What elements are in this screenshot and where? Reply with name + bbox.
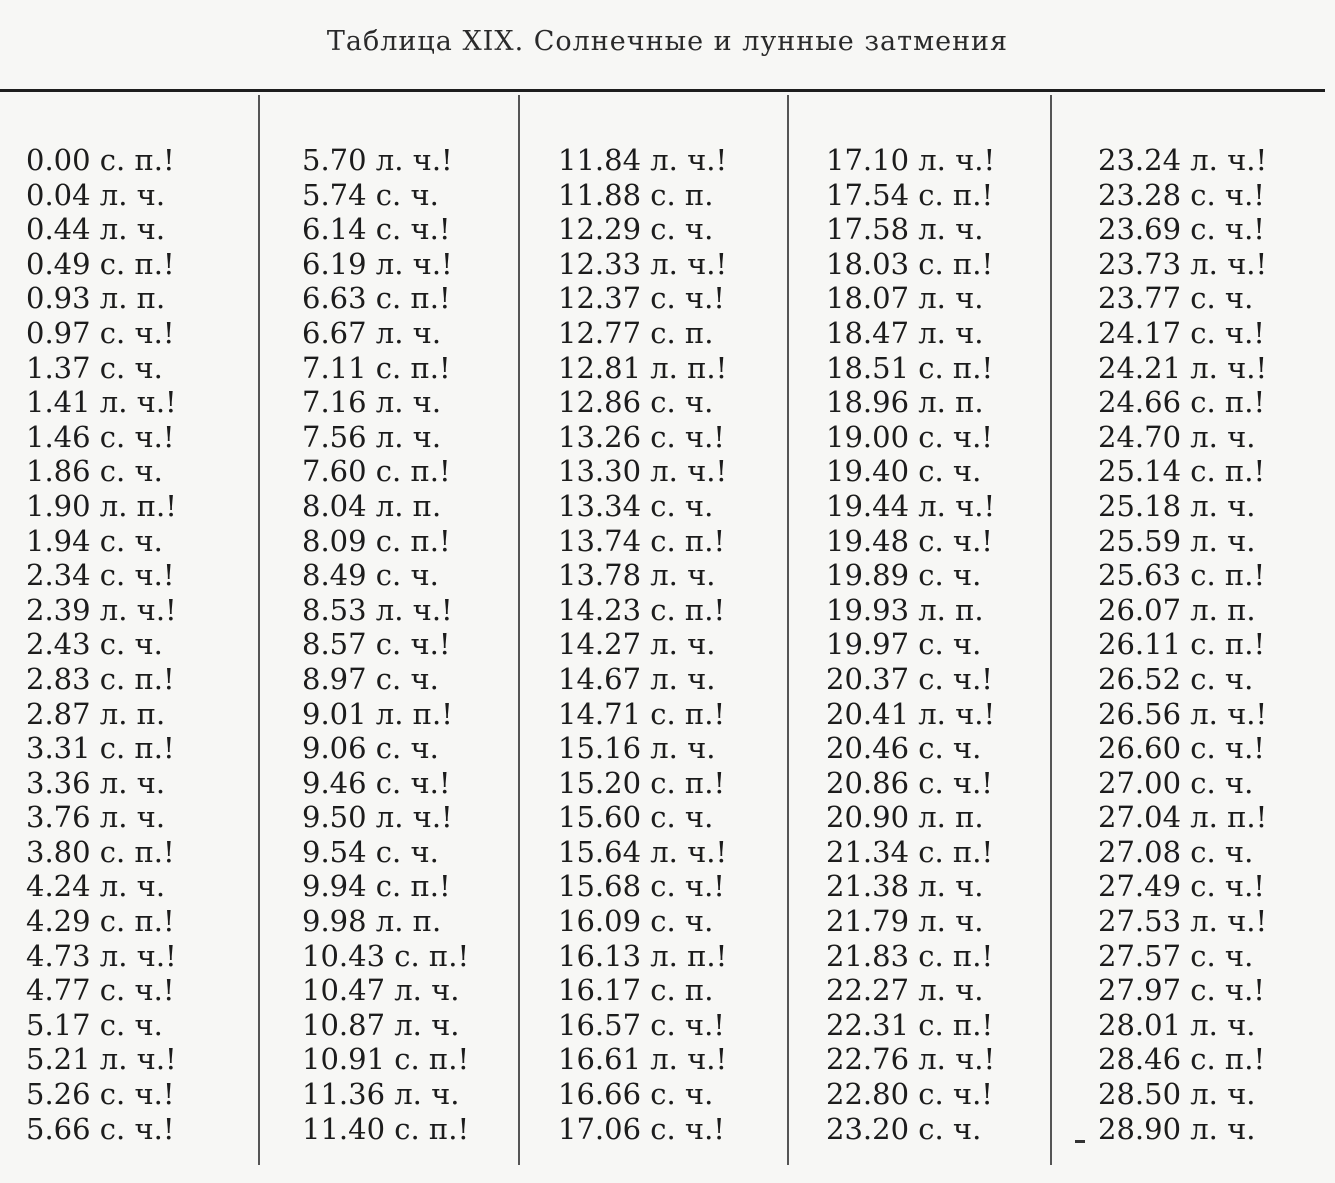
eclipse-entry: 4.29 с. п.! xyxy=(26,904,175,939)
eclipse-entry: 5.26 с. ч.! xyxy=(26,1077,175,1112)
eclipse-entry: 9.98 л. п. xyxy=(302,904,442,939)
eclipse-entry: 19.48 с. ч.! xyxy=(826,523,993,558)
eclipse-entry: 27.57 с. ч. xyxy=(1098,938,1254,973)
eclipse-entry: 15.16 л. ч. xyxy=(558,731,716,766)
table-title: Таблица XIX. Солнечные и лунные затмения xyxy=(326,26,1009,57)
eclipse-entry: 3.76 л. ч. xyxy=(26,800,166,835)
eclipse-entry: 18.03 с. п.! xyxy=(826,246,994,281)
eclipse-entry: 9.01 л. п.! xyxy=(302,696,453,731)
eclipse-entry: 18.07 л. ч. xyxy=(826,281,984,316)
eclipse-column-3 xyxy=(558,143,727,1146)
eclipse-entry: 15.20 с. п.! xyxy=(558,765,726,800)
eclipse-entry: 20.46 с. ч. xyxy=(826,731,982,766)
eclipse-entry: 6.14 с. ч.! xyxy=(302,212,451,247)
eclipse-entry: 8.57 с. ч.! xyxy=(302,627,451,662)
eclipse-entry: 12.29 с. ч. xyxy=(558,212,714,247)
eclipse-entry: 2.83 с. п.! xyxy=(26,661,175,696)
eclipse-entry: 18.47 л. ч. xyxy=(826,315,984,350)
eclipse-entry: 9.54 с. ч. xyxy=(302,834,439,869)
eclipse-entry: 13.26 с. ч.! xyxy=(558,419,725,454)
eclipse-entry: 3.80 с. п.! xyxy=(26,834,175,869)
eclipse-entry: 15.60 с. ч. xyxy=(558,800,714,835)
eclipse-entry: 27.04 л. п.! xyxy=(1098,800,1268,835)
eclipse-entry: 5.21 л. ч.! xyxy=(26,1042,177,1077)
eclipse-entry: 21.79 л. ч. xyxy=(826,904,984,939)
eclipse-entry: 3.31 с. п.! xyxy=(26,731,175,766)
eclipse-entry: 9.46 с. ч.! xyxy=(302,765,451,800)
eclipse-entry: 6.19 л. ч.! xyxy=(302,246,453,281)
eclipse-entry: 7.56 л. ч. xyxy=(302,419,442,454)
eclipse-entry: 16.66 с. ч. xyxy=(558,1077,714,1112)
eclipse-entry: 24.66 с. п.! xyxy=(1098,385,1266,420)
eclipse-entry: 24.17 с. ч.! xyxy=(1098,315,1265,350)
eclipse-entry: 16.57 с. ч.! xyxy=(558,1007,725,1042)
eclipse-entry: 19.89 с. ч. xyxy=(826,558,982,593)
eclipse-entry: 23.73 л. ч.! xyxy=(1098,246,1268,281)
eclipse-entry: 16.17 с. п. xyxy=(558,973,714,1008)
eclipse-entry: 18.51 с. п.! xyxy=(826,350,994,385)
eclipse-entry: 12.81 л. п.! xyxy=(558,350,728,385)
eclipse-entry: 24.70 л. ч. xyxy=(1098,419,1256,454)
eclipse-entry: 10.91 с. п.! xyxy=(302,1042,470,1077)
eclipse-entry: 12.77 с. п. xyxy=(558,315,714,350)
eclipse-entry: 1.46 с. ч.! xyxy=(26,419,175,454)
eclipse-entry: 2.43 с. ч. xyxy=(26,627,163,662)
eclipse-entry: 27.00 с. ч. xyxy=(1098,765,1254,800)
eclipse-entry: 0.00 с. п.! xyxy=(26,143,175,177)
eclipse-entry: 13.30 л. ч.! xyxy=(558,454,728,489)
eclipse-entry: 20.41 л. ч.! xyxy=(826,696,996,731)
eclipse-entry: 1.41 л. ч.! xyxy=(26,385,177,420)
eclipse-entry: 1.94 с. ч. xyxy=(26,523,163,558)
column-divider-2 xyxy=(518,95,520,1165)
eclipse-entry: 11.84 л. ч.! xyxy=(558,143,728,177)
eclipse-column-4 xyxy=(826,143,995,1146)
eclipse-entry: 25.59 л. ч. xyxy=(1098,523,1256,558)
eclipse-entry: 6.63 с. п.! xyxy=(302,281,451,316)
eclipse-column-5 xyxy=(1098,143,1267,1146)
eclipse-entry: 19.00 с. ч.! xyxy=(826,419,993,454)
eclipse-column-1 xyxy=(26,143,177,1146)
eclipse-entry: 0.49 с. п.! xyxy=(26,246,175,281)
eclipse-entry: 25.18 л. ч. xyxy=(1098,488,1256,523)
eclipse-entry: 26.52 с. ч. xyxy=(1098,661,1254,696)
page-mark xyxy=(1075,1140,1085,1143)
eclipse-entry: 5.17 с. ч. xyxy=(26,1007,163,1042)
eclipse-entry: 26.07 л. п. xyxy=(1098,592,1256,627)
eclipse-entry: 23.28 с. ч.! xyxy=(1098,177,1265,212)
eclipse-entry: 13.74 с. п.! xyxy=(558,523,726,558)
eclipse-entry: 13.78 л. ч. xyxy=(558,558,716,593)
eclipse-entry: 22.76 л. ч.! xyxy=(826,1042,996,1077)
eclipse-entry: 7.11 с. п.! xyxy=(302,350,451,385)
eclipse-entry: 8.53 л. ч.! xyxy=(302,592,453,627)
eclipse-entry: 9.06 с. ч. xyxy=(302,731,439,766)
eclipse-entry: 22.27 л. ч. xyxy=(826,973,984,1008)
eclipse-entry: 12.33 л. ч.! xyxy=(558,246,728,281)
eclipse-entry: 10.43 с. п.! xyxy=(302,938,470,973)
eclipse-column-2 xyxy=(302,143,469,1146)
eclipse-entry: 4.77 с. ч.! xyxy=(26,973,175,1008)
eclipse-entry: 4.73 л. ч.! xyxy=(26,938,177,973)
eclipse-entry: 27.49 с. ч.! xyxy=(1098,869,1265,904)
eclipse-entry: 5.66 с. ч.! xyxy=(26,1111,175,1146)
eclipse-entry: 11.40 с. п.! xyxy=(302,1111,470,1146)
eclipse-entry: 8.04 л. п. xyxy=(302,488,442,523)
eclipse-entry: 28.90 л. ч. xyxy=(1098,1111,1256,1146)
eclipse-entry: 28.01 л. ч. xyxy=(1098,1007,1256,1042)
eclipse-entry: 26.11 с. п.! xyxy=(1098,627,1266,662)
eclipse-entry: 17.06 с. ч.! xyxy=(558,1111,725,1146)
eclipse-entry: 15.68 с. ч.! xyxy=(558,869,725,904)
eclipse-entry: 14.67 л. ч. xyxy=(558,661,716,696)
eclipse-entry: 26.60 с. ч.! xyxy=(1098,731,1265,766)
eclipse-entry: 27.53 л. ч.! xyxy=(1098,904,1268,939)
eclipse-entry: 10.87 л. ч. xyxy=(302,1007,460,1042)
eclipse-entry: 19.93 л. п. xyxy=(826,592,984,627)
eclipse-entry: 14.71 с. п.! xyxy=(558,696,726,731)
eclipse-entry: 23.20 с. ч. xyxy=(826,1111,982,1146)
eclipse-entry: 23.69 с. ч.! xyxy=(1098,212,1265,247)
eclipse-entry: 16.13 л. п.! xyxy=(558,938,728,973)
eclipse-entry: 19.40 с. ч. xyxy=(826,454,982,489)
eclipse-entry: 4.24 л. ч. xyxy=(26,869,166,904)
eclipse-entry: 20.37 с. ч.! xyxy=(826,661,993,696)
eclipse-entry: 22.31 с. п.! xyxy=(826,1007,994,1042)
eclipse-entry: 20.90 л. п. xyxy=(826,800,984,835)
eclipse-entry: 15.64 л. ч.! xyxy=(558,834,728,869)
eclipse-entry: 19.97 с. ч. xyxy=(826,627,982,662)
eclipse-entry: 27.97 с. ч.! xyxy=(1098,973,1265,1008)
eclipse-entry: 5.70 л. ч.! xyxy=(302,143,453,177)
eclipse-entry: 21.83 с. п.! xyxy=(826,938,994,973)
eclipse-entry: 19.44 л. ч.! xyxy=(826,488,996,523)
eclipse-entry: 13.34 с. ч. xyxy=(558,488,714,523)
eclipse-entry: 22.80 с. ч.! xyxy=(826,1077,993,1112)
eclipse-entry: 1.37 с. ч. xyxy=(26,350,163,385)
eclipse-entry: 8.49 с. ч. xyxy=(302,558,439,593)
eclipse-entry: 7.16 л. ч. xyxy=(302,385,442,420)
eclipse-entry: 16.61 л. ч.! xyxy=(558,1042,728,1077)
eclipse-entry: 21.38 л. ч. xyxy=(826,869,984,904)
eclipse-entry: 27.08 с. ч. xyxy=(1098,834,1254,869)
eclipse-entry: 23.77 с. ч. xyxy=(1098,281,1254,316)
eclipse-entry: 25.14 с. п.! xyxy=(1098,454,1266,489)
eclipse-entry: 2.87 л. п. xyxy=(26,696,166,731)
eclipse-entry: 0.44 л. ч. xyxy=(26,212,166,247)
eclipse-entry: 28.50 л. ч. xyxy=(1098,1077,1256,1112)
eclipse-entry: 1.86 с. ч. xyxy=(26,454,163,489)
eclipse-entry: 12.86 с. ч. xyxy=(558,385,714,420)
eclipse-entry: 9.94 с. п.! xyxy=(302,869,451,904)
eclipse-entry: 2.34 с. ч.! xyxy=(26,558,175,593)
eclipse-entry: 25.63 с. п.! xyxy=(1098,558,1266,593)
eclipse-entry: 0.93 л. п. xyxy=(26,281,166,316)
column-divider-4 xyxy=(1050,95,1052,1165)
eclipse-entry: 3.36 л. ч. xyxy=(26,765,166,800)
eclipse-entry: 17.58 л. ч. xyxy=(826,212,984,247)
eclipse-entry: 12.37 с. ч.! xyxy=(558,281,725,316)
eclipse-entry: 1.90 л. п.! xyxy=(26,488,177,523)
header-rule xyxy=(0,89,1325,92)
eclipse-entry: 14.23 с. п.! xyxy=(558,592,726,627)
eclipse-entry: 11.36 л. ч. xyxy=(302,1077,460,1112)
eclipse-entry: 17.10 л. ч.! xyxy=(826,143,996,177)
eclipse-entry: 23.24 л. ч.! xyxy=(1098,143,1268,177)
eclipse-entry: 17.54 с. п.! xyxy=(826,177,994,212)
eclipse-entry: 16.09 с. ч. xyxy=(558,904,714,939)
eclipse-entry: 20.86 с. ч.! xyxy=(826,765,993,800)
eclipse-entry: 0.04 л. ч. xyxy=(26,177,166,212)
eclipse-entry: 8.09 с. п.! xyxy=(302,523,451,558)
column-divider-3 xyxy=(787,95,789,1165)
eclipse-entry: 14.27 л. ч. xyxy=(558,627,716,662)
eclipse-entry: 5.74 с. ч. xyxy=(302,177,439,212)
column-divider-1 xyxy=(258,95,260,1165)
eclipse-entry: 26.56 л. ч.! xyxy=(1098,696,1268,731)
eclipse-entry: 28.46 с. п.! xyxy=(1098,1042,1266,1077)
eclipse-entry: 0.97 с. ч.! xyxy=(26,315,175,350)
eclipse-entry: 9.50 л. ч.! xyxy=(302,800,453,835)
eclipse-entry: 10.47 л. ч. xyxy=(302,973,460,1008)
eclipse-entry: 24.21 л. ч.! xyxy=(1098,350,1268,385)
eclipse-entry: 21.34 с. п.! xyxy=(826,834,994,869)
eclipse-entry: 18.96 л. п. xyxy=(826,385,984,420)
eclipse-entry: 2.39 л. ч.! xyxy=(26,592,177,627)
eclipse-entry: 6.67 л. ч. xyxy=(302,315,442,350)
eclipse-entry: 7.60 с. п.! xyxy=(302,454,451,489)
eclipse-entry: 11.88 с. п. xyxy=(558,177,714,212)
eclipse-entry: 8.97 с. ч. xyxy=(302,661,439,696)
